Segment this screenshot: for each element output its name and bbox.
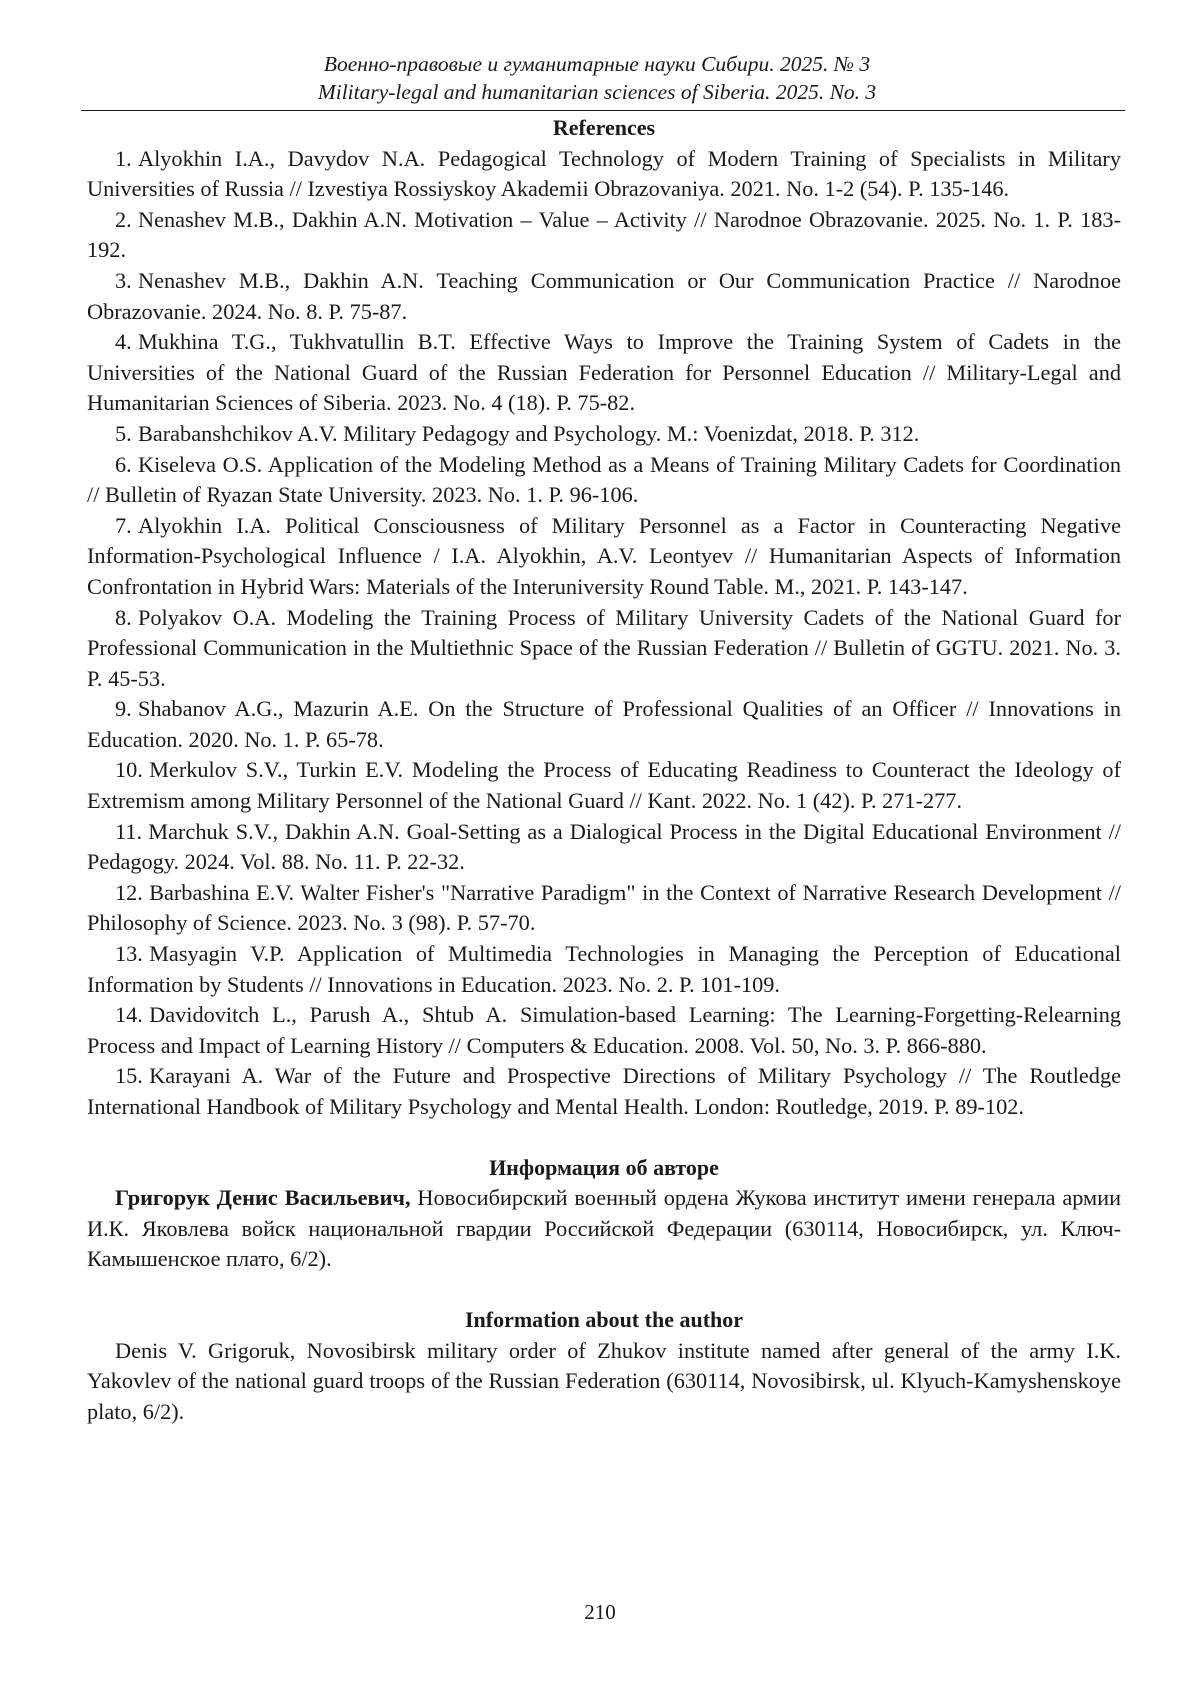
- journal-title-ru: Военно-правовые и гуманитарные науки Сибири. 2025. № 3: [323, 52, 871, 76]
- reference-number: 14.: [115, 1002, 143, 1028]
- reference-item: [87, 1000, 1121, 1061]
- reference-number: 3.: [115, 267, 132, 293]
- reference-text: Alyokhin I.A., Davydov N.A. Pedagogical Technology of Modern Training of Specialists in Military Universities of Russia // Izvestiya Rossiyskoy Akademii Obrazovaniya. 2021. No. 1-2 (54). P. 135-146.: [87, 145, 1121, 202]
- reference-text: Alyokhin I.A. Political Consciousness of Military Personnel as a Factor in Counteracting Negative Information-Psychological Influence / I.A. Alyokhin, A.V. Leontyev // Humanitarian Aspects of Information Confrontation in Hybrid Wars: Materials of the Interuniversity Round Table. M., 2021. P. 143-147.: [87, 512, 1121, 599]
- reference-number: 12.: [115, 879, 143, 905]
- reference-number: 13.: [115, 941, 143, 967]
- reference-item: [87, 878, 1121, 939]
- reference-number: 11.: [115, 818, 143, 844]
- reference-item: [87, 327, 1121, 419]
- reference-text: Nenashev M.B., Dakhin A.N. Motivation – Value – Activity // Narodnoe Obrazovanie. 2025. No. 1. P. 183-192.: [87, 206, 1121, 263]
- reference-number: 7.: [115, 512, 132, 538]
- reference-number: 1.: [115, 145, 132, 171]
- page-content: [87, 50, 1121, 1427]
- reference-item: [87, 1061, 1121, 1122]
- reference-item: [87, 266, 1121, 327]
- reference-number: 2.: [115, 206, 132, 232]
- reference-number: 6.: [115, 451, 132, 477]
- references-section: [87, 113, 1121, 1123]
- reference-text: Mukhina T.G., Tukhvatullin B.T. Effective Ways to Improve the Training System of Cadets in the Universities of the National Guard of the Russian Federation for Personnel Education // Military-Legal and Humanitarian Sciences of Siberia. 2023. No. 4 (18). P. 75-82.: [87, 329, 1121, 416]
- reference-text: Shabanov A.G., Mazurin A.E. On the Structure of Professional Qualities of an Officer // Innovations in Education. 2020. No. 1. P. 65-78.: [87, 696, 1121, 752]
- reference-item: [87, 817, 1121, 878]
- reference-number: 10.: [115, 757, 143, 783]
- journal-title-en: Military-legal and humanitarian sciences of Siberia. 2025. No. 3: [317, 80, 877, 104]
- author-info-en-heading: Information about the author: [464, 1306, 744, 1332]
- author-info-ru-section: [87, 1153, 1121, 1275]
- section-gap: [87, 1123, 1121, 1153]
- author-info-en-section: [87, 1305, 1121, 1427]
- reference-item: [87, 939, 1121, 1000]
- reference-text: Kiseleva O.S. Application of the Modeling Method as a Means of Training Military Cadets for Coordination // Bulletin of Ryazan State University. 2023. No. 1. P. 96-106.: [87, 451, 1121, 508]
- reference-number: 8.: [115, 604, 132, 630]
- running-head: [87, 50, 1121, 106]
- header-rule: [81, 110, 1125, 111]
- reference-item: [87, 694, 1121, 755]
- reference-item: [87, 755, 1121, 816]
- author-info-ru-paragraph: [87, 1183, 1121, 1275]
- page-number: 210: [584, 1600, 616, 1624]
- author-info-ru-heading: Информация об авторе: [489, 1154, 719, 1180]
- reference-text: Barbashina E.V. Walter Fisher's "Narrative Paradigm" in the Context of Narrative Research Development // Philosophy of Science. 2023. No. 3 (98). P. 57-70.: [87, 879, 1121, 936]
- reference-item: [87, 205, 1121, 266]
- reference-number: 4.: [115, 329, 132, 355]
- reference-number: 15.: [115, 1063, 143, 1089]
- reference-item: [87, 511, 1121, 603]
- reference-text: Masyagin V.P. Application of Multimedia Technologies in Managing the Perception of Educational Information by Students // Innovations in Education. 2023. No. 2. P. 101-109.: [87, 941, 1121, 997]
- reference-text: Davidovitch L., Parush A., Shtub A. Simulation-based Learning: The Learning-Forgetting-Relearning Process and Impact of Learning History // Computers & Education. 2008. Vol. 50, No. 3. P. 866-880.: [87, 1002, 1121, 1058]
- author-affiliation-ru: Новосибирский военный ордена Жукова институт имени генерала армии И.К. Яковлева войск национальной гвардии Российской Федерации (630114, Новосибирск, ул. Ключ-Камышенское плато, 6/2).: [87, 1185, 1122, 1272]
- reference-item: [87, 144, 1121, 205]
- reference-item: [87, 419, 1121, 450]
- section-gap: [87, 1275, 1121, 1305]
- author-name-ru: Григорук Денис Васильевич,: [115, 1185, 411, 1211]
- reference-text: Karayani A. War of the Future and Prospective Directions of Military Psychology // The Routledge International Handbook of Military Psychology and Mental Health. London: Routledge, 2019. P. 89-102.: [87, 1063, 1121, 1119]
- reference-text: Merkulov S.V., Turkin E.V. Modeling the Process of Educating Readiness to Counteract the Ideology of Extremism among Military Personnel of the National Guard // Kant. 2022. No. 1 (42). P. 271-277.: [87, 757, 1121, 814]
- reference-text: Polyakov O.A. Modeling the Training Process of Military University Cadets of the National Guard for Professional Communication in the Multiethnic Space of the Russian Federation // Bulletin of GGTU. 2021. No. 3. P. 45-53.: [87, 604, 1121, 691]
- reference-item: [87, 603, 1121, 695]
- reference-number: 9.: [115, 696, 132, 722]
- reference-item: [87, 450, 1121, 511]
- reference-list: [87, 144, 1121, 1123]
- reference-text: Barabanshchikov A.V. Military Pedagogy and Psychology. M.: Voenizdat, 2018. P. 312.: [137, 420, 920, 446]
- reference-text: Marchuk S.V., Dakhin A.N. Goal-Setting as a Dialogical Process in the Digital Educational Environment // Pedagogy. 2024. Vol. 88. No. 11. P. 22-32.: [87, 818, 1121, 875]
- reference-number: 5.: [115, 420, 132, 446]
- references-heading: References: [552, 115, 656, 140]
- reference-text: Nenashev M.B., Dakhin A.N. Teaching Communication or Our Communication Practice // Narodnoe Obrazovanie. 2024. No. 8. P. 75-87.: [87, 267, 1121, 324]
- author-info-en-paragraph: Denis V. Grigoruk, Novosibirsk military order of Zhukov institute named after general of the army I.K. Yakovlev of the national guard troops of the Russian Federation (630114, Novosibirsk, ul. Klyuch-Kamyshenskoye plato, 6/2).: [87, 1337, 1121, 1424]
